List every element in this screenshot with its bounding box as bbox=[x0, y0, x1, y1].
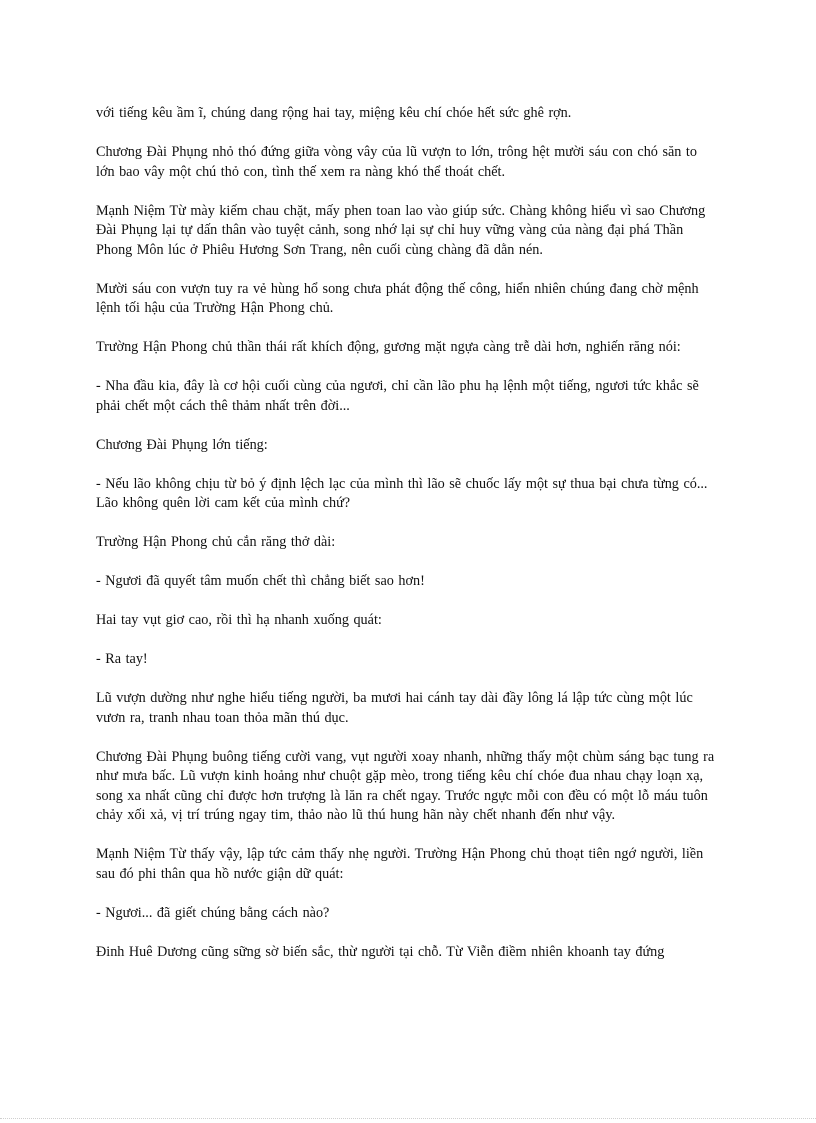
dialogue-line: - Ngươi... đã giết chúng bằng cách nào? bbox=[96, 904, 330, 921]
dialogue-line: - Ngươi đã quyết tâm muốn chết thì chẳng biết sao hơn! bbox=[96, 573, 425, 589]
paragraph: Chương Đài Phụng nhỏ thó đứng giữa vòng vây của lũ vượn to lớn, trông hệt mười sáu con chó săn to lớn bao vây một chú thỏ con, tình thế xem ra nàng khó thể thoát chết. bbox=[96, 144, 697, 180]
paragraph: Trường Hận Phong chủ thần thái rất khích động, gương mặt ngựa càng trễ dài hơn, nghiến răng nói: bbox=[96, 339, 681, 355]
document-body bbox=[96, 104, 720, 982]
dialogue-line: - Nếu lão không chịu từ bỏ ý định lệch lạc của mình thì lão sẽ chuốc lấy một sự thua bại chưa từng có... Lão không quên lời cam kết của mình chứ? bbox=[96, 475, 708, 511]
paragraph: với tiếng kêu ầm ĩ, chúng dang rộng hai tay, miệng kêu chí chóe hết sức ghê rợn. bbox=[96, 105, 572, 121]
dialogue-line: - Nha đầu kia, đây là cơ hội cuối cùng của ngươi, chỉ cần lão phu hạ lệnh một tiếng, ngươi tức khắc sẽ phải chết một cách thê thảm nhất trên đời... bbox=[96, 378, 699, 414]
paragraph: Trường Hận Phong chủ cắn răng thở dài: bbox=[96, 534, 336, 550]
paragraph: Mạnh Niệm Từ thấy vậy, lập tức cảm thấy nhẹ người. Trường Hận Phong chủ thoạt tiên ngớ người, liền sau đó phi thân qua hồ nước giận dữ quát: bbox=[96, 846, 704, 882]
paragraph: Mạnh Niệm Từ mày kiếm chau chặt, mấy phen toan lao vào giúp sức. Chàng không hiểu vì sao Chương Đài Phụng lại tự dấn thân vào tuyệt cảnh, song nhớ lại sự chỉ huy vững vàng của nàng đại phá Thần Phong Môn lúc ở Phiêu Hương Sơn Trang, nên cuối cùng chàng đã dằn nén. bbox=[96, 202, 706, 258]
dialogue-line: - Ra tay! bbox=[96, 651, 148, 667]
paragraph: Chương Đài Phụng lớn tiếng: bbox=[96, 436, 268, 453]
paragraph: Đinh Huê Dương cũng sững sờ biến sắc, thừ người tại chỗ. Từ Viễn điềm nhiên khoanh tay đứng bbox=[96, 943, 665, 960]
page-bottom-divider bbox=[0, 1118, 816, 1119]
paragraph: Mười sáu con vượn tuy ra vẻ hùng hổ song chưa phát động thế công, hiển nhiên chúng đang chờ mệnh lệnh tối hậu của Trường Hận Phong chủ. bbox=[96, 280, 699, 316]
paragraph: Chương Đài Phụng buông tiếng cười vang, vụt người xoay nhanh, những thấy một chùm sáng bạc tung ra như mưa bấc. Lũ vượn kinh hoảng như chuột gặp mèo, trong tiếng kêu chí chóe đua nhau chạy loạn xạ, song xa nhất cũng chỉ được hơn trượng là lăn ra chết ngay. Trước ngực mỗi con đều có một lỗ máu tuôn chảy xối xả, vị trí trúng ngay tim, thảo nào lũ thú hung hãn này chết nhanh đến như vậy. bbox=[96, 748, 715, 823]
paragraph: Lũ vượn dường như nghe hiểu tiếng người, ba mươi hai cánh tay dài đầy lông lá lập tức cùng một lúc vươn ra, tranh nhau toan thỏa mãn thú dục. bbox=[96, 690, 693, 726]
paragraph: Hai tay vụt giơ cao, rồi thì hạ nhanh xuống quát: bbox=[96, 612, 382, 628]
